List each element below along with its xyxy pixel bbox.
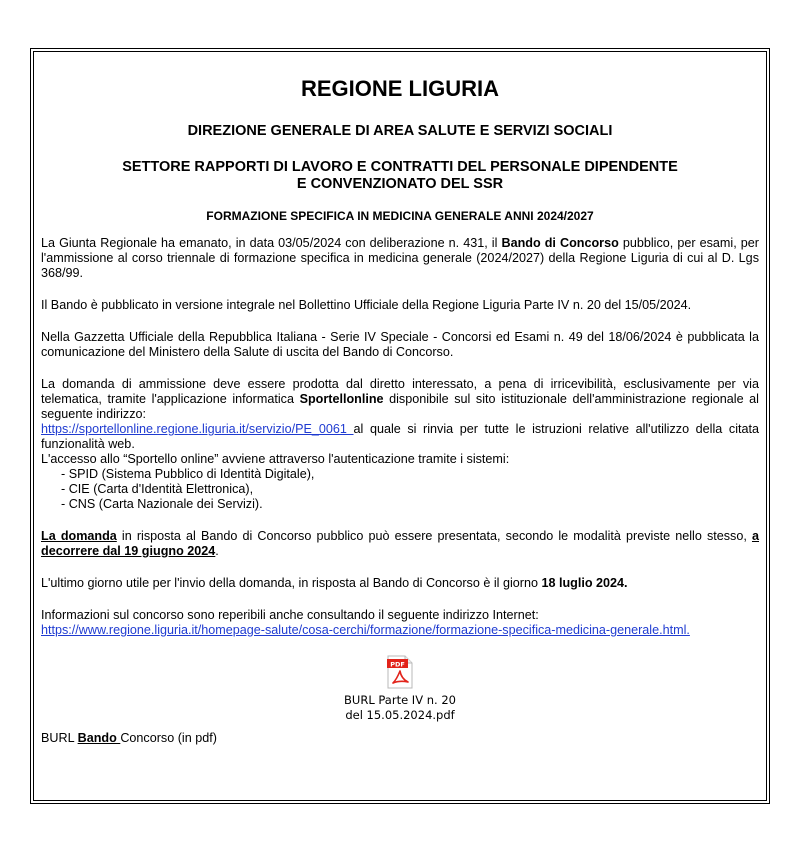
p1-text-a: La Giunta Regionale ha emanato, in data 03/05/2024 con deliberazione n. 431, il [41,236,502,250]
direction-heading: DIREZIONE GENERALE DI AREA SALUTE E SERVIZI SOCIALI [187,123,613,139]
sector-heading [41,159,759,193]
pdf-icon-label: PDF [390,660,405,669]
p5-la-domanda: La domanda [41,529,117,543]
p6-deadline: 18 luglio 2024. [541,576,628,590]
sector-heading-line1: SETTORE RAPPORTI DI LAVORO E CONTRATTI DEL PERSONALE DIPENDENTE [122,159,678,175]
auth-systems-list [41,467,759,512]
footer-text-a: BURL [41,731,78,745]
pdf-attachment-name-line2: del 15.05.2024.pdf [345,708,455,722]
paragraph-informazioni [41,608,759,638]
paragraph-bando [41,236,759,281]
pdf-file-icon [387,655,413,689]
p4-sportellonline-bold: Sportellonline [299,392,384,406]
document-frame-inner [33,51,767,801]
p5-text-b: in risposta al Bando di Concorso pubblico può essere presentata, secondo le modalità previste nello stesso, [116,529,752,543]
p7-text-a: Informazioni sul concorso sono reperibili anche consultando il seguente indirizzo Internet: [41,608,539,622]
p5-text-d: . [215,544,219,558]
paragraph-scadenza [41,576,759,591]
regione-info-link[interactable]: https://www.regione.liguria.it/homepage-salute/cosa-cerchi/formazione/formazione-specifica-medicina-generale.html. [41,623,690,637]
p4-text-a: La domanda di ammissione deve essere prodotta dal diretto interessato, a pena di irricevibilità, esclusivamente per via telematica, tramite l'applicazione informatica [41,377,759,406]
p4-text-c: disponibile sul sito istituzionale dell'amministrazione regionale al seguente indirizzo: [41,392,759,421]
paragraph-gazzetta: Nella Gazzetta Ufficiale della Repubblica Italiana - Serie IV Speciale - Concorsi ed Esami n. 49 del 18/06/2024 è pubblicata la comunicazione del Ministero della Salute di uscita del Bando di Concorso. [41,330,759,359]
list-item-cie: - CIE (Carta d'Identità Elettronica), [61,482,759,497]
p1-text-c: pubblico, per esami, per l'ammissione al corso triennale di formazione specifica in medicina generale (2024/2027) della Regione Liguria di cui al D. Lgs 368/99. [41,236,759,280]
paragraph-decorrenza [41,529,759,559]
pdf-attachment-name-line1: BURL Parte IV n. 20 [344,693,456,707]
p6-text-a: L'ultimo giorno utile per l'invio della domanda, in risposta al Bando di Concorso è il giorno [41,576,542,590]
sector-heading-line2: E CONVENZIONATO DEL SSR [296,176,504,192]
burl-bando-caption [41,731,759,746]
p4-text-d: al quale si rinvia per tutte le istruzioni relative all'utilizzo della citata funzionalità web. [41,422,759,451]
sportellonline-link[interactable]: https://sportellonline.regione.liguria.it/servizio/PE_0061 [41,422,354,436]
access-intro: L'accesso allo “Sportello online” avviene attraverso l'autenticazione tramite i sistemi: [41,452,510,466]
paragraph-bollettino: Il Bando è pubblicato in versione integrale nel Bollettino Ufficiale della Regione Liguria Parte IV n. 20 del 15/05/2024. [41,298,692,312]
subject-heading: FORMAZIONE SPECIFICA IN MEDICINA GENERALE ANNI 2024/2027 [206,209,594,223]
page-title: REGIONE LIGURIA [300,76,499,101]
document-frame [30,48,770,804]
footer-bando-bold: Bando [77,731,121,745]
document-content [41,76,759,746]
pdf-attachment[interactable] [41,655,759,723]
paragraph-domanda-ammissione [41,377,759,452]
p5-date-start: a decorrere dal 19 giugno 2024 [41,529,759,558]
p1-bando-bold: Bando di Concorso [501,236,619,250]
list-item-cns: - CNS (Carta Nazionale dei Servizi). [61,497,759,512]
list-item-spid: - SPID (Sistema Pubblico di Identità Digitale), [61,467,759,482]
footer-text-c: Concorso (in pdf) [120,731,217,745]
